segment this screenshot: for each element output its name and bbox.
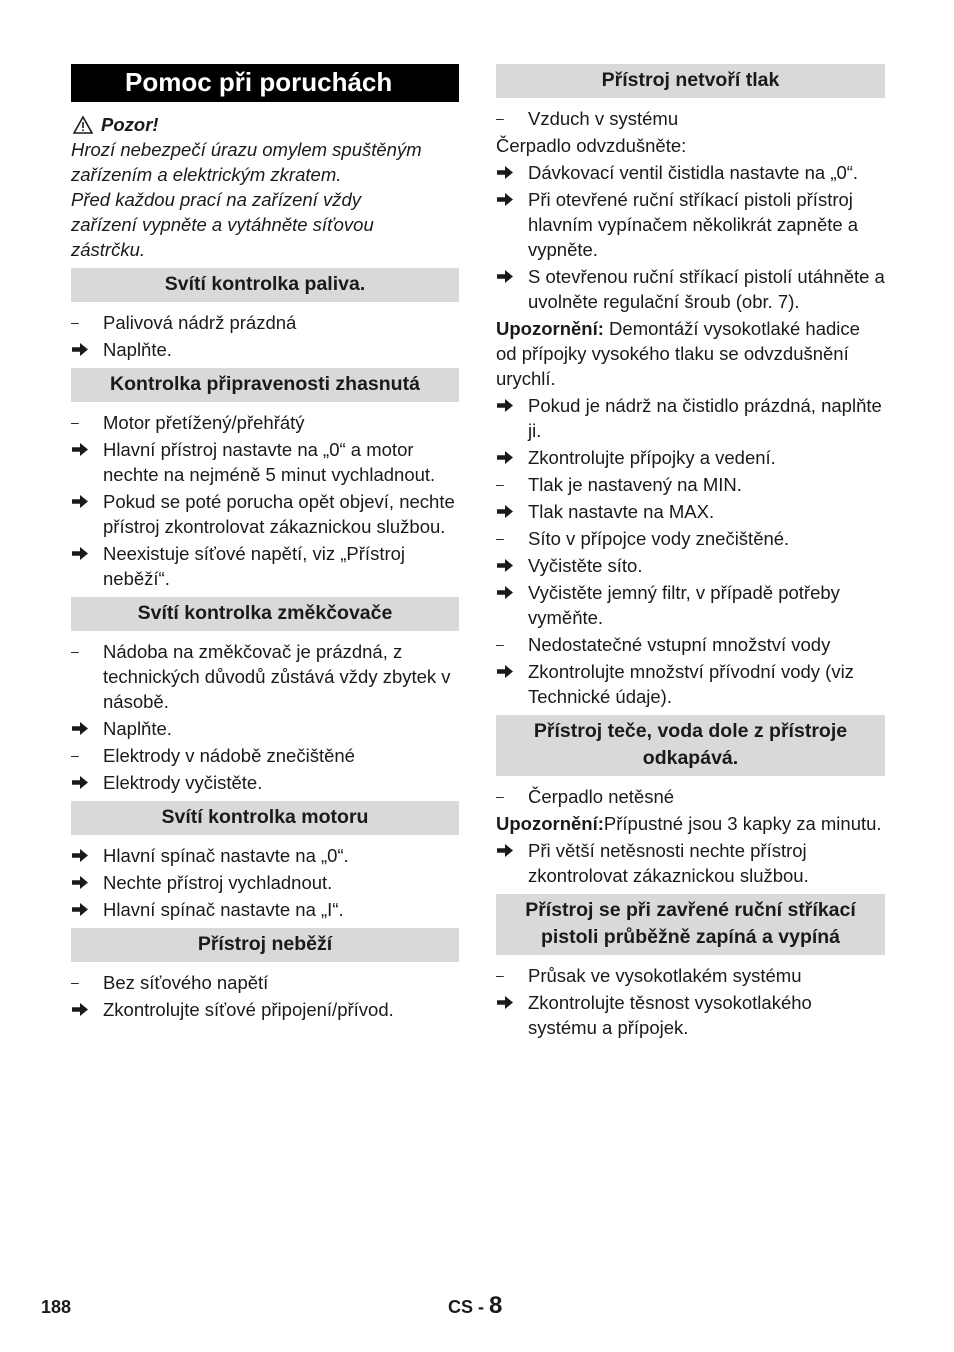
right-column (496, 64, 885, 1042)
arrow-right-icon (71, 775, 89, 790)
item-text: Vzduch v systému (528, 108, 679, 129)
arrow-right-icon (71, 721, 89, 736)
arrow-marker (71, 997, 103, 1022)
arrow-right-icon (71, 848, 89, 863)
section-heading: Přístroj neběží (71, 928, 459, 962)
paragraph-text: Čerpadlo odvzdušněte: (496, 135, 687, 156)
page-title: Pomoc při poruchách (71, 64, 459, 102)
arrow-marker (496, 264, 528, 314)
arrow-right-icon (496, 450, 514, 465)
item-text: Tlak je nastavený na MIN. (528, 474, 742, 495)
item-text: Hlavní spínač nastavte na „I“. (103, 899, 344, 920)
action-item (496, 393, 885, 443)
arrow-right-icon (71, 902, 89, 917)
arrow-marker (496, 187, 528, 262)
cause-item (496, 106, 885, 131)
arrow-marker (496, 393, 528, 443)
section-items (71, 410, 459, 591)
cause-item (496, 632, 885, 657)
item-text: Při otevřené ruční stříkací pistoli přístroj hlavním vypínačem několikrát zapněte a vypněte. (528, 189, 859, 260)
item-text: Vyčistěte jemný filtr, v případě potřeby vyměňte. (528, 582, 840, 628)
item-text: Při větší netěsnosti nechte přístroj zkontrolovat zákaznickou službou. (528, 840, 809, 886)
item-text: Tlak nastavte na MAX. (528, 501, 715, 522)
page-number: 188 (41, 1297, 72, 1317)
left-sections (71, 268, 459, 1022)
action-item (496, 580, 885, 630)
dash-icon: – (71, 643, 79, 659)
arrow-right-icon (71, 546, 89, 561)
right-sections (496, 64, 885, 1040)
arrow-marker (496, 990, 528, 1040)
item-text: Naplňte. (103, 718, 172, 739)
arrow-marker (496, 580, 528, 630)
left-column (71, 64, 459, 1024)
arrow-marker (496, 499, 528, 524)
cause-item (71, 743, 459, 768)
arrow-right-icon (71, 442, 89, 457)
arrow-right-icon (496, 664, 514, 679)
action-item (71, 337, 459, 362)
action-item (496, 553, 885, 578)
item-text: Hlavní přístroj nastavte na „0“ a motor nechte na nejméně 5 minut vychladnout. (103, 439, 436, 485)
action-item (71, 716, 459, 741)
page-separator: - (473, 1297, 490, 1317)
arrow-marker (71, 437, 103, 487)
section-heading: Svítí kontrolka paliva. (71, 268, 459, 302)
item-text: Bez síťového napětí (103, 972, 269, 993)
section-items (71, 310, 459, 362)
arrow-marker (71, 897, 103, 922)
arrow-right-icon (71, 494, 89, 509)
arrow-right-icon (496, 995, 514, 1010)
dash-icon: – (496, 110, 504, 126)
section-items (71, 970, 459, 1022)
item-text: Zkontrolujte těsnost vysokotlakého systému a přípojek. (528, 992, 812, 1038)
item-text: Čerpadlo netěsné (528, 786, 675, 807)
action-item (496, 990, 885, 1040)
item-text: Vyčistěte síto. (528, 555, 643, 576)
dash-icon: – (71, 747, 79, 763)
paragraph-text: Demontáží vysokotlaké hadice od přípojky vysokého tlaku se odvzdušnění urychlí. (496, 318, 860, 389)
cause-item (71, 639, 459, 714)
action-item (496, 659, 885, 709)
warning-line: zařízením a elektrickým zkratem. (71, 164, 342, 185)
dash-icon: – (496, 476, 504, 492)
action-item (496, 499, 885, 524)
section-heading: Přístroj netvoří tlak (496, 64, 885, 98)
arrow-marker (496, 659, 528, 709)
warning-line: Před každou prací na zařízení vždy (71, 189, 361, 210)
section-page-label (448, 1292, 502, 1320)
arrow-marker (71, 337, 103, 362)
arrow-right-icon (496, 165, 514, 180)
item-text: S otevřenou ruční stříkací pistolí utáhněte a uvolněte regulační šroub (obr. 7). (528, 266, 885, 312)
text-paragraph (496, 133, 885, 158)
action-item (496, 264, 885, 314)
section-heading: Svítí kontrolka motoru (71, 801, 459, 835)
arrow-marker (71, 843, 103, 868)
dash-icon: – (496, 530, 504, 546)
arrow-right-icon (496, 558, 514, 573)
item-text: Průsak ve vysokotlakém systému (528, 965, 802, 986)
arrow-marker (71, 716, 103, 741)
language-code: CS (448, 1297, 474, 1317)
arrow-marker (496, 160, 528, 185)
action-item (71, 489, 459, 539)
dash-icon: – (71, 314, 79, 330)
item-text: Nechte přístroj vychladnout. (103, 872, 333, 893)
action-item (71, 437, 459, 487)
item-text: Neexistuje síťové napětí, viz „Přístroj neběží“. (103, 543, 406, 589)
cause-item (496, 526, 885, 551)
cause-item (71, 410, 459, 435)
item-text: Zkontrolujte množství přívodní vody (viz Technické údaje). (528, 661, 854, 707)
cause-item (496, 472, 885, 497)
paragraph-text: Přípustné jsou 3 kapky za minutu. (603, 813, 882, 834)
item-text: Hlavní spínač nastavte na „0“. (103, 845, 349, 866)
item-text: Elektrody vyčistěte. (103, 772, 263, 793)
action-item (71, 843, 459, 868)
section-heading: Kontrolka připravenosti zhasnutá (71, 368, 459, 402)
cause-item (71, 310, 459, 335)
item-text: Motor přetížený/přehřátý (103, 412, 305, 433)
item-text: Naplňte. (103, 339, 172, 360)
item-text: Zkontrolujte síťové připojení/přívod. (103, 999, 394, 1020)
arrow-right-icon (496, 843, 514, 858)
dash-icon: – (496, 967, 504, 983)
action-item (496, 160, 885, 185)
item-text: Nedostatečné vstupní množství vody (528, 634, 831, 655)
section-page-number: 8 (489, 1292, 503, 1319)
action-item (496, 445, 885, 470)
warning-line: Hrozí nebezpečí úrazu omylem spuštěným (71, 139, 422, 160)
warning-heading (71, 112, 459, 137)
section-heading: Svítí kontrolka změkčovače (71, 597, 459, 631)
arrow-right-icon (71, 342, 89, 357)
item-text: Síto v přípojce vody znečištěné. (528, 528, 790, 549)
action-item (71, 997, 459, 1022)
arrow-right-icon (496, 585, 514, 600)
item-text: Zkontrolujte přípojky a vedení. (528, 447, 776, 468)
action-item (71, 541, 459, 591)
warning-line: zástrčku. (71, 239, 146, 260)
arrow-marker (71, 770, 103, 795)
dash-icon: – (71, 414, 79, 430)
warning-line: zařízení vypněte a vytáhněte síťovou (71, 214, 374, 235)
dash-icon: – (496, 636, 504, 652)
section-items (71, 843, 459, 922)
arrow-marker (496, 445, 528, 470)
action-item (71, 770, 459, 795)
section-items (71, 639, 459, 795)
cause-item (496, 784, 885, 809)
arrow-marker (496, 838, 528, 888)
cause-item (496, 963, 885, 988)
note-label: Upozornění: (496, 813, 604, 834)
section-items (496, 784, 885, 888)
note-label: Upozornění: (496, 318, 604, 339)
arrow-right-icon (496, 398, 514, 413)
note-paragraph (496, 316, 885, 391)
dash-icon: – (496, 788, 504, 804)
arrow-right-icon (496, 192, 514, 207)
arrow-right-icon (71, 875, 89, 890)
item-text: Dávkovací ventil čistidla nastavte na „0“. (528, 162, 859, 183)
section-heading: Přístroj se při zavřené ruční stříkací pistoli průběžně zapíná a vypíná (496, 894, 885, 955)
warning-label: Pozor! (101, 114, 159, 135)
warning-triangle-icon (73, 116, 93, 134)
action-item (496, 838, 885, 888)
dash-icon: – (71, 974, 79, 990)
cause-item (71, 970, 459, 995)
item-text: Pokud je nádrž na čistidlo prázdná, naplňte ji. (528, 395, 882, 441)
action-item (496, 187, 885, 262)
arrow-marker (496, 553, 528, 578)
action-item (71, 870, 459, 895)
item-text: Palivová nádrž prázdná (103, 312, 297, 333)
arrow-right-icon (71, 1002, 89, 1017)
action-item (71, 897, 459, 922)
arrow-marker (71, 870, 103, 895)
item-text: Pokud se poté porucha opět objeví, nechte přístroj zkontrolovat zákaznickou službou. (103, 491, 455, 537)
warning-text (71, 137, 459, 262)
note-paragraph (496, 811, 885, 836)
arrow-marker (71, 541, 103, 591)
arrow-right-icon (496, 504, 514, 519)
section-heading: Přístroj teče, voda dole z přístroje odkapává. (496, 715, 885, 776)
item-text: Nádoba na změkčovač je prázdná, z technických důvodů zůstává vždy zbytek v násobě. (103, 641, 451, 712)
section-items (496, 106, 885, 709)
section-items (496, 963, 885, 1040)
arrow-marker (71, 489, 103, 539)
arrow-right-icon (496, 269, 514, 284)
item-text: Elektrody v nádobě znečištěné (103, 745, 355, 766)
